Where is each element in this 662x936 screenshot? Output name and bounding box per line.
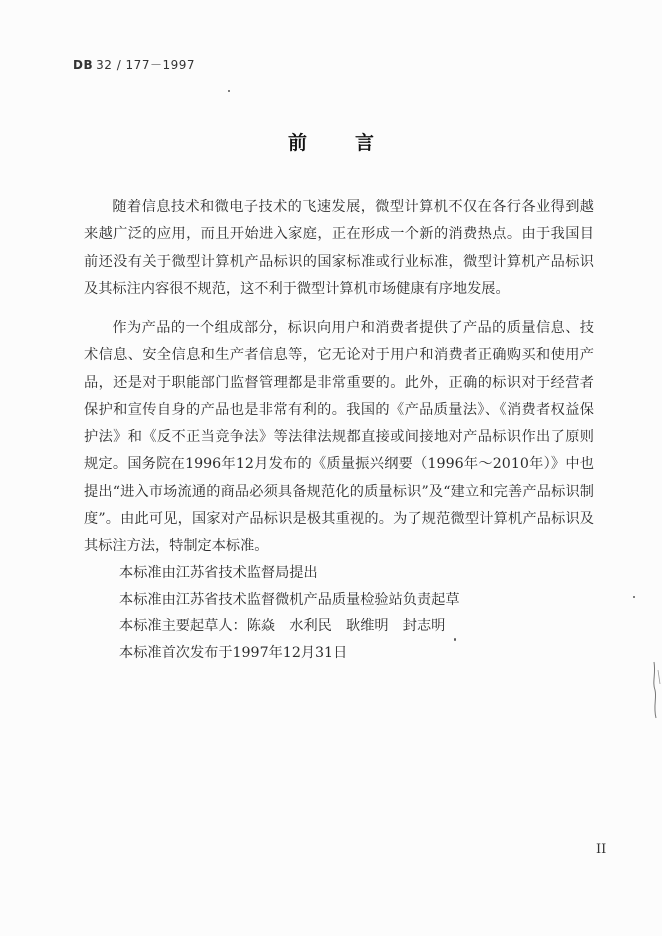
statement-proposer: 本标准由江苏省技术监督局提出 bbox=[119, 565, 318, 581]
standard-code-number: 32 / 177－1997 bbox=[96, 58, 195, 72]
page-number: II bbox=[596, 842, 607, 857]
intro-paragraph: 随着信息技术和微电子技术的飞速发展，微型计算机不仅在各行各业得到越来越广泛的应用，而且开始进入家庭，正在形成一个新的消费热点。由于我国目前还没有关于微型计算机产品标识的国家标准或行业标准，微型计算机产品标识及其标注内容很不规范，这不利于微型计算机市场健康有序地发展。 bbox=[84, 199, 594, 297]
scan-speck bbox=[633, 596, 635, 598]
scan-speck bbox=[454, 638, 456, 641]
statement-drafting-unit: 本标准由江苏省技术监督微机产品质量检验站负责起草 bbox=[119, 592, 460, 608]
body-paragraph: 作为产品的一个组成部分，标识向用户和消费者提供了产品的质量信息、技术信息、安全信息和生产者信息等，它无论对于用户和消费者正确购买和使用产品，还是对于职能部门监督管理都是非常重要的。此外，正确的标识对于经营者保护和宣传自身的产品也是非常有利的。我国的《产品质量法》、《消费者权益保护法》和《反不正当竞争法》等法律法规都直接或间接地对产品标识作出了原则规定。国务院在1996年12月发布的《质量振兴纲要（1996年～2010年）》中也提出“进入市场流通的商品必须具备规范化的质量标识”及“建立和完善产品标识制度”。由此可见，国家对产品标识是极其重视的。为了规范微型计算机产品标识及其标注方法，特制定本标准。 bbox=[84, 320, 594, 555]
scan-speck bbox=[228, 90, 230, 92]
statement-drafters: 本标准主要起草人：陈焱 水利民 耿维明 封志明 bbox=[119, 618, 446, 634]
page-title: 前言 bbox=[287, 132, 422, 154]
statement-first-release: 本标准首次发布于1997年12月31日 bbox=[119, 645, 348, 661]
standard-code-prefix: DB bbox=[73, 58, 94, 72]
scan-edge-mark bbox=[648, 660, 662, 720]
standard-code bbox=[73, 56, 195, 73]
